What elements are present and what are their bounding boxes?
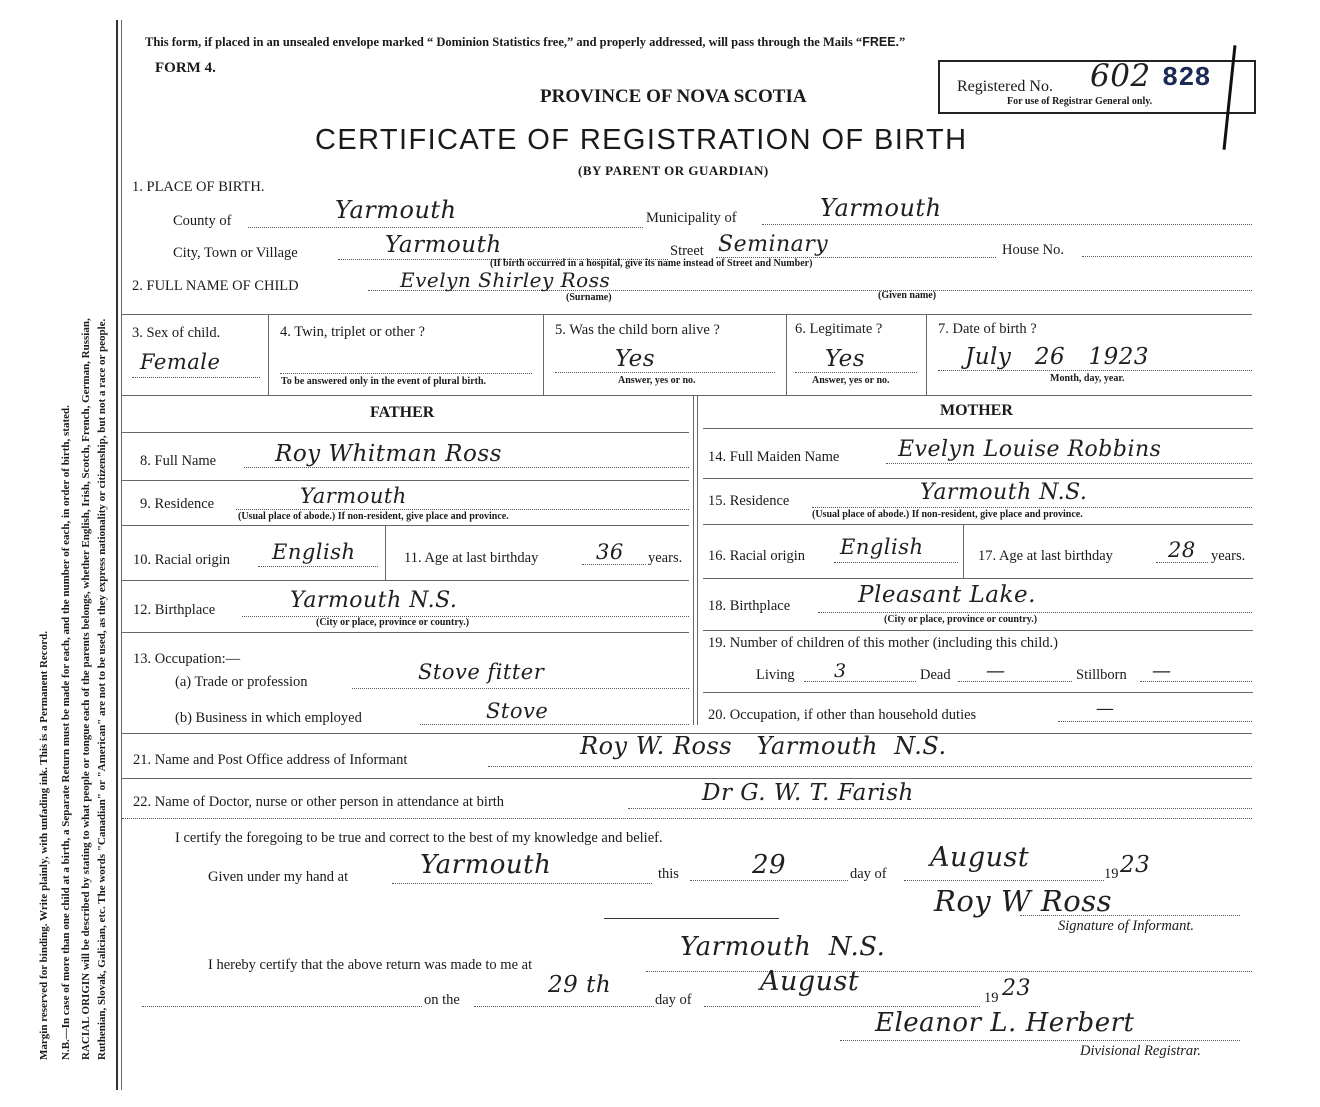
given-day-value: 29: [752, 850, 787, 880]
father-birthplace-label: 12. Birthplace: [133, 602, 216, 618]
rule-row3-v1: [268, 314, 269, 395]
registrar-certify-line: I hereby certify that the above return was made to me at: [208, 957, 533, 973]
mother-race-line: [834, 562, 958, 563]
father-name-value: Roy Whitman Ross: [275, 441, 502, 467]
county-value: Yarmouth: [335, 196, 457, 224]
doctor-line: [628, 808, 1252, 809]
father-trade-label: (a) Trade or profession: [175, 674, 308, 690]
father-business-value: Stove: [486, 699, 549, 723]
father-birthplace-value: Yarmouth N.S.: [290, 588, 458, 613]
legitimate-label: 6. Legitimate ?: [795, 321, 883, 337]
father-age-value: 36: [596, 540, 624, 564]
mother-age-value: 28: [1168, 538, 1196, 562]
province-heading: PROVINCE OF NOVA SCOTIA: [540, 86, 807, 107]
mother-occupation-value: —: [1096, 698, 1115, 719]
margin-rule-inner: [121, 20, 122, 1090]
living-line: [804, 681, 916, 682]
registrar-year-value: 23: [1002, 976, 1031, 1001]
legitimate-note: Answer, yes or no.: [812, 375, 890, 386]
hospital-note: (If birth occurred in a hospital, give its name instead of Street and Number): [490, 258, 813, 269]
witness-line: [604, 918, 779, 919]
mother-race-value: English: [840, 535, 924, 559]
mother-birthplace-label: 18. Birthplace: [708, 598, 791, 614]
informant-label: 21. Name and Post Office address of Informant: [133, 752, 408, 768]
divisional-registrar-label: Divisional Registrar.: [1080, 1043, 1201, 1059]
doctor-value: Dr G. W. T. Farish: [702, 780, 914, 806]
informant-signature-line: [1020, 915, 1240, 916]
dob-line: [938, 370, 1252, 371]
given-name-note: (Given name): [878, 290, 937, 301]
county-label: County of: [173, 213, 232, 229]
father-trade-value: Stove fitter: [418, 660, 545, 684]
father-business-label: (b) Business in which employed: [175, 710, 362, 726]
father-trade-line: [352, 688, 689, 689]
mother-name-label: 14. Full Maiden Name: [708, 449, 840, 465]
day-line: [690, 880, 848, 881]
rule-f2: [122, 480, 689, 481]
municipality-line: [762, 224, 1252, 225]
municipality-label: Municipality of: [646, 210, 737, 226]
registered-no-handwritten: 602: [1090, 58, 1151, 94]
margin-note-nb: N.B.—In case of more than one child at a birth, a Separate Return must be made for each, and the number of each, in order of birth, stated.: [60, 405, 72, 1060]
mother-birthplace-note: (City or place, province or country.): [884, 614, 1038, 625]
rule-f1: [122, 432, 689, 433]
parents-divider-1: [693, 395, 694, 725]
mother-children-label: 19. Number of children of this mother (including this child.): [708, 635, 1058, 651]
dead-value: —: [986, 660, 1006, 682]
alive-line: [555, 372, 775, 373]
given-place-value: Yarmouth: [420, 850, 552, 880]
dob-note: Month, day, year.: [1050, 373, 1125, 384]
living-value: 3: [834, 660, 847, 682]
living-label: Living: [756, 667, 795, 683]
mail-note: This form, if placed in an unsealed envelope marked “ Dominion Statistics free,” and properly addressed, will pass through the Mails “FREE.”: [145, 35, 906, 49]
margin-note-binding: Margin reserved for binding. Write plainly, with unfading ink. This is a Permanent Record.: [38, 631, 50, 1060]
rule-row3-bottom: [122, 395, 1252, 396]
rule-m4: [703, 578, 1253, 579]
informant-line: [488, 766, 1252, 767]
rule-row3-top: [122, 314, 1252, 315]
rule-m6: [703, 692, 1253, 693]
dob-label: 7. Date of birth ?: [938, 321, 1037, 337]
house-no-label: House No.: [1002, 242, 1065, 258]
mother-name-line: [886, 463, 1252, 464]
rule-f3: [122, 525, 689, 526]
county-line: [248, 227, 643, 228]
rule-doctor: [122, 818, 1252, 819]
sex-label: 3. Sex of child.: [132, 325, 221, 341]
mother-race-label: 16. Racial origin: [708, 548, 806, 564]
father-race-line: [258, 566, 378, 567]
registrar-general-note: For use of Registrar General only.: [1007, 96, 1153, 107]
margin-note-racial-origin: RACIAL ORIGIN will be described by stating to what people or tongue each of the parents belongs, whether English, Irish, Scotch, French, German, Russian,: [80, 318, 92, 1060]
mother-birthplace-line: [818, 612, 1252, 613]
month-line: [904, 880, 1104, 881]
registrar-year-prefix: 19: [984, 990, 999, 1006]
mother-residence-note: (Usual place of abode.) If non-resident, give place and province.: [812, 509, 1083, 520]
mother-residence-line: [812, 507, 1252, 508]
father-age-label: 11. Age at last birthday: [404, 550, 539, 566]
mother-birthplace-value: Pleasant Lake.: [858, 582, 1036, 608]
certificate-title: CERTIFICATE OF REGISTRATION OF BIRTH: [315, 124, 968, 156]
father-residence-label: 9. Residence: [140, 496, 215, 512]
rule-f4: [122, 580, 689, 581]
rule-f-age-divider: [385, 525, 386, 580]
mother-occupation-label: 20. Occupation, if other than household duties: [708, 707, 977, 723]
alive-label: 5. Was the child born alive ?: [555, 322, 720, 338]
city-label: City, Town or Village: [173, 245, 298, 261]
registrar-lead-line: [142, 1006, 422, 1007]
certificate-subtitle: (BY PARENT OR GUARDIAN): [578, 163, 769, 178]
rule-m3: [703, 524, 1253, 525]
registrar-signature-line: [840, 1040, 1240, 1041]
rule-m2: [703, 478, 1253, 479]
registrar-day-line: [474, 1006, 654, 1007]
twin-note: To be answered only in the event of plural birth.: [281, 376, 487, 387]
registrar-place-value: Yarmouth N.S.: [680, 932, 886, 962]
informant-value: Roy W. Ross Yarmouth N.S.: [580, 732, 947, 760]
mother-age-label: 17. Age at last birthday: [978, 548, 1113, 564]
surname-note: (Surname): [566, 292, 612, 303]
mother-residence-value: Yarmouth N.S.: [920, 480, 1088, 505]
dead-label: Dead: [920, 667, 951, 683]
place-of-birth-label: 1. PLACE OF BIRTH.: [132, 179, 265, 195]
mother-residence-label: 15. Residence: [708, 493, 790, 509]
father-name-label: 8. Full Name: [140, 453, 217, 469]
this-label: this: [658, 866, 679, 882]
mother-age-line: [1156, 562, 1208, 563]
father-residence-value: Yarmouth: [300, 484, 407, 508]
registrar-day-of-label: day of: [655, 992, 692, 1008]
city-value: Yarmouth: [385, 232, 502, 258]
rule-m1: [703, 428, 1253, 429]
given-place-line: [392, 883, 652, 884]
mother-heading: MOTHER: [940, 402, 1013, 419]
twin-line: [280, 373, 532, 374]
rule-f5: [122, 632, 689, 633]
rule-informant: [122, 778, 1252, 779]
dob-value: July 26 1923: [965, 344, 1150, 370]
informant-signature: Roy W Ross: [934, 884, 1112, 918]
rule-m-age-divider: [963, 524, 964, 578]
stillborn-label: Stillborn: [1076, 667, 1127, 683]
margin-note-racial-origin-cont: Ruthenian, Slovak, Galician, etc. The words "Canadian" or "American" are not to be used, as they express nationality or citizenship, but not a race or people.: [96, 318, 108, 1060]
form-number: FORM 4.: [155, 60, 216, 76]
rule-row3-v4: [926, 314, 927, 395]
rule-row3-v3: [786, 314, 787, 395]
sex-value: Female: [140, 350, 221, 374]
on-the-label: on the: [424, 992, 460, 1008]
municipality-value: Yarmouth: [820, 194, 942, 222]
father-residence-line: [236, 509, 689, 510]
parents-divider-2: [697, 395, 698, 725]
twin-label: 4. Twin, triplet or other ?: [280, 324, 425, 340]
given-year-value: 23: [1120, 852, 1151, 878]
registrar-month-value: August: [760, 966, 860, 997]
rule-m5: [703, 630, 1253, 631]
registrar-signature: Eleanor L. Herbert: [875, 1008, 1135, 1038]
father-heading: FATHER: [370, 404, 435, 421]
registrar-day-value: 29 th: [548, 972, 612, 998]
street-value: Seminary: [718, 232, 829, 257]
house-no-line: [1082, 256, 1252, 257]
father-residence-note: (Usual place of abode.) If non-resident, give place and province.: [238, 511, 509, 522]
sex-line: [132, 377, 260, 378]
mother-years-label: years.: [1211, 548, 1246, 564]
margin-rule: [116, 20, 118, 1090]
certify-statement: I certify the foregoing to be true and correct to the best of my knowledge and belief.: [175, 830, 663, 846]
rule-row3-v2: [543, 314, 544, 395]
father-years-label: years.: [648, 550, 683, 566]
alive-note: Answer, yes or no.: [618, 375, 696, 386]
child-name-value: Evelyn Shirley Ross: [400, 268, 611, 292]
registered-no-stamp: 828: [1162, 64, 1211, 94]
legitimate-line: [795, 372, 917, 373]
given-under-hand-label: Given under my hand at: [208, 869, 349, 885]
child-name-label: 2. FULL NAME OF CHILD: [132, 278, 299, 294]
doctor-label: 22. Name of Doctor, nurse or other person in attendance at birth: [133, 794, 505, 810]
registered-no-label: Registered No.: [957, 78, 1053, 95]
father-business-line: [420, 724, 689, 725]
father-age-line: [582, 564, 646, 565]
dead-line: [958, 681, 1072, 682]
mother-name-value: Evelyn Louise Robbins: [898, 437, 1162, 462]
father-race-label: 10. Racial origin: [133, 552, 231, 568]
given-month-value: August: [930, 842, 1030, 873]
mother-occupation-line: [1058, 721, 1252, 722]
father-birthplace-note: (City or place, province or country.): [316, 617, 470, 628]
father-name-line: [244, 467, 689, 468]
stillborn-value: —: [1152, 660, 1172, 682]
day-of-label: day of: [850, 866, 887, 882]
registrar-month-line: [704, 1006, 980, 1007]
legitimate-value: Yes: [825, 346, 866, 372]
signature-of-informant-label: Signature of Informant.: [1058, 918, 1195, 934]
alive-value: Yes: [615, 346, 656, 372]
father-race-value: English: [272, 540, 356, 564]
year-prefix: 19: [1104, 866, 1119, 882]
registrar-place-line: [646, 971, 1252, 972]
father-occupation-label: 13. Occupation:—: [133, 651, 241, 667]
street-label: Street: [670, 243, 704, 259]
